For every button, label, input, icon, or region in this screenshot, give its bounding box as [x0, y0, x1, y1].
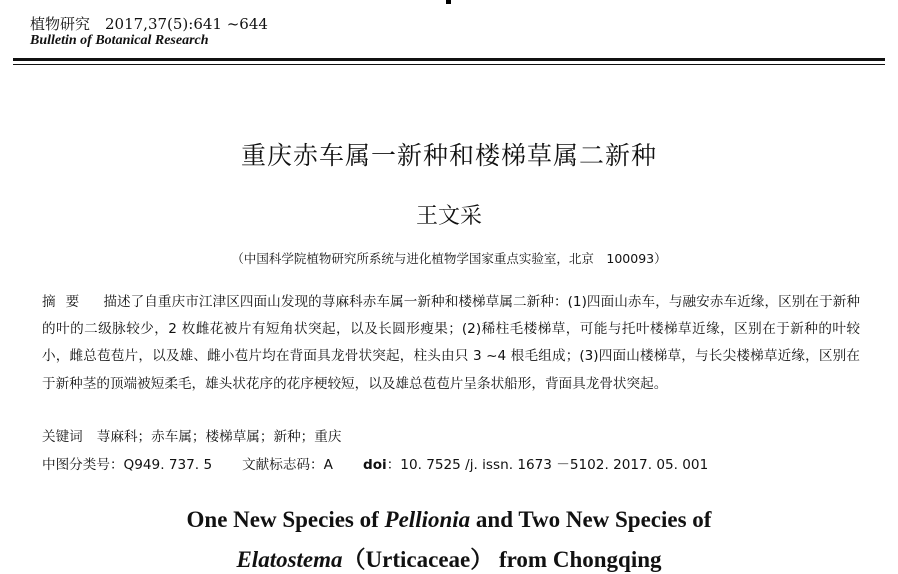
title-en-part2: and Two New Species of — [470, 507, 712, 532]
doi-label: doi — [362, 457, 387, 473]
article-title-en-line1 — [0, 507, 898, 533]
journal-header-cn: 植物研究 2017,37(5):641 ~644 — [30, 15, 268, 33]
author-name: 王文采 — [415, 204, 482, 229]
keywords-text: 荨麻科；赤车属；楼梯草属；新种；重庆 — [96, 429, 342, 445]
header-rule-thin — [13, 64, 885, 65]
document-code: 文献标志码：A — [242, 457, 333, 473]
keywords-label: 关键词 — [42, 429, 83, 445]
abstract — [42, 289, 860, 398]
top-mark — [446, 0, 451, 4]
genus-pellionia: Pellionia — [384, 507, 471, 532]
genus-elatostema: Elatostema — [236, 547, 343, 572]
title-en-part1: One New Species of — [186, 507, 385, 532]
article-title-en-line2 — [0, 541, 898, 574]
article-title-cn: 重庆赤车属一新种和楼梯草属二新种 — [240, 141, 657, 170]
title-en-part3: （Urticaceae） from Chongqing — [342, 547, 662, 572]
doi-value: ：10. 7525 /j. issn. 1673 －5102. 2017. 05. 001 — [386, 457, 709, 473]
abstract-text: 描述了自重庆市江津区四面山发现的荨麻科赤车属一新种和楼梯草属二新种：(1)四面山赤车，与融安赤车近缘，区别在于新种的叶的二级脉较少，2 枚雌花被片有短角状突起，以及长圆形瘦果；(2)稀柱毛楼梯草，可能与托叶楼梯草近缘，区别在于新种的叶较小，雌总苞苞片，以及雄、雌小苞片均在背面具龙骨状突起，柱头由只 3 ~4 根毛组成；(3)四面山楼梯草，与长尖楼梯草近缘，区别在于新种茎的顶端被短柔毛，雄头状花序的花序梗较短，以及雄总苞苞片呈条状船形，背面具龙骨状突起。 — [42, 294, 860, 392]
keywords — [42, 425, 341, 445]
abstract-label: 摘要 — [42, 294, 90, 310]
classification-line — [42, 453, 708, 473]
journal-header-en: Bulletin of Botanical Research — [30, 33, 209, 48]
affiliation: （中国科学院植物研究所系统与进化植物学国家重点实验室，北京 100093） — [231, 251, 667, 266]
header-rule-thick — [13, 58, 885, 61]
clc-number: 中图分类号：Q949. 737. 5 — [42, 457, 213, 473]
